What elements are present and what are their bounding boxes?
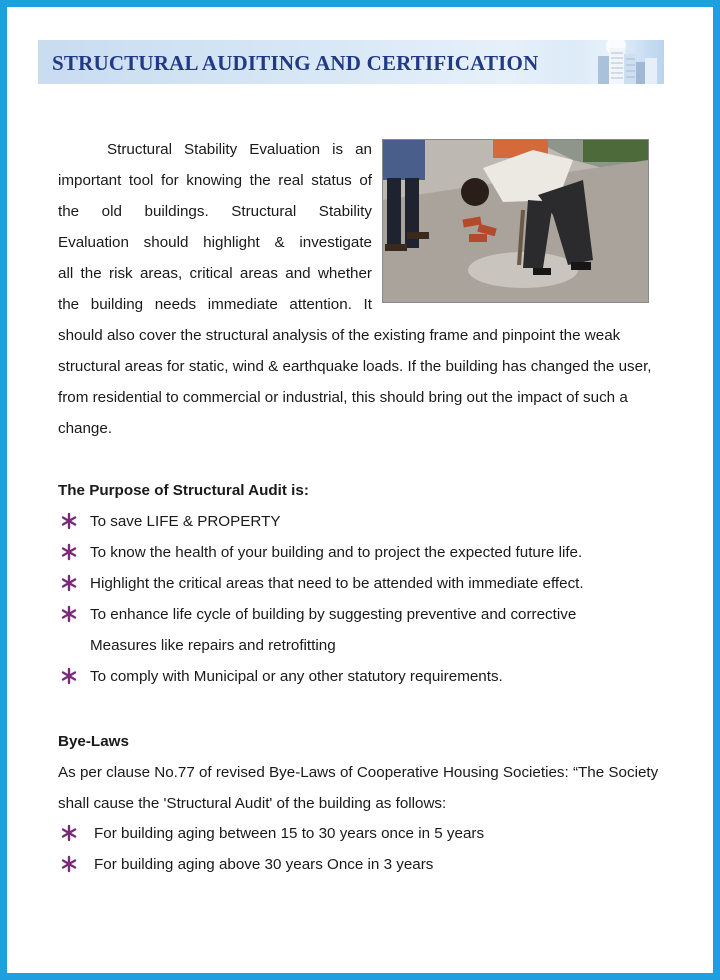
intro-paragraph-continuation: should also cover the structural analysis of the existing frame and pinpoint the weak structural areas for static, wind & earthquake loads. If the building has changed the user, from residential to commercial or industrial, this should bring out the impact of such a change. <box>58 327 652 437</box>
list-item <box>58 849 678 880</box>
intro-line: Evaluation should highlight & investigate <box>58 234 372 251</box>
list-item-text: For building aging above 30 years Once in 3 years <box>94 856 434 873</box>
star-bullet-icon <box>60 574 78 592</box>
byelaws-heading: Bye-Laws <box>58 733 129 750</box>
star-bullet-icon <box>60 667 78 685</box>
purpose-list <box>58 506 678 692</box>
list-item <box>58 568 678 599</box>
star-bullet-icon <box>60 543 78 561</box>
purpose-heading: The Purpose of Structural Audit is: <box>58 482 309 499</box>
star-bullet-icon <box>60 512 78 530</box>
list-item-text: To know the health of your building and to project the expected future life. <box>90 544 583 561</box>
intro-line: all the risk areas, critical areas and whether <box>58 265 372 282</box>
list-item <box>58 506 678 537</box>
star-bullet-icon <box>60 824 78 842</box>
list-item <box>58 537 678 568</box>
intro-paragraph-left <box>58 134 372 320</box>
list-item <box>58 818 678 849</box>
intro-line: important tool for knowing the real status of <box>58 172 372 189</box>
list-item <box>58 599 678 661</box>
list-item-text: To comply with Municipal or any other statutory requirements. <box>90 668 503 685</box>
list-item-text: Highlight the critical areas that need to be attended with immediate effect. <box>90 575 584 592</box>
list-item-text: To enhance life cycle of building by suggesting preventive and corrective <box>90 606 577 623</box>
byelaws-list <box>58 818 678 880</box>
list-item <box>58 661 678 692</box>
list-item-text: To save LIFE & PROPERTY <box>90 513 281 530</box>
title-banner <box>38 40 664 84</box>
intro-line: Structural Stability Evaluation is an <box>107 141 372 158</box>
intro-line: the building needs immediate attention. It <box>58 296 372 313</box>
byelaws-text: As per clause No.77 of revised Bye-Laws of Cooperative Housing Societies: “The Society shall cause the 'Structural Audit' of the building as follows: <box>58 764 659 812</box>
star-bullet-icon <box>60 855 78 873</box>
site-inspection-photo <box>382 139 649 303</box>
list-item-continuation: Measures like repairs and retrofitting <box>90 637 336 654</box>
star-bullet-icon <box>60 605 78 623</box>
list-item-text: For building aging between 15 to 30 years once in 5 years <box>94 825 485 842</box>
page-title: STRUCTURAL AUDITING AND CERTIFICATION <box>52 51 539 75</box>
intro-line: the old buildings. Structural Stability <box>58 203 372 220</box>
buildings-illustration <box>554 40 664 84</box>
